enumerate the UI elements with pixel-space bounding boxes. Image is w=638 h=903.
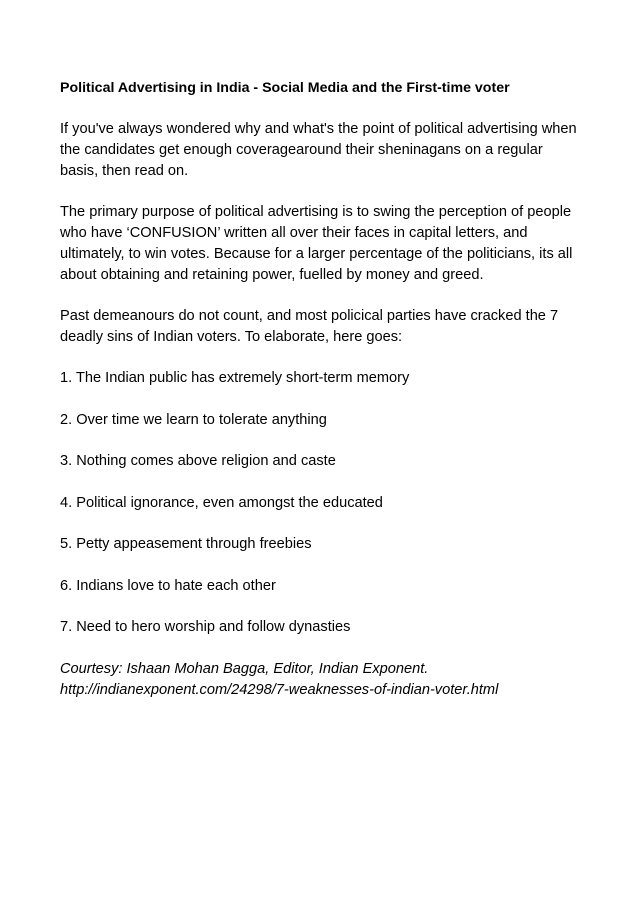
sins-list	[60, 368, 580, 638]
paragraph-intro: If you've always wondered why and what's the point of political advertising when the candidates get enough coveragearound their sheninagans on a regular basis, then read on.	[60, 121, 577, 179]
document-title: Political Advertising in India - Social Media and the First-time voter	[60, 80, 510, 96]
courtesy-block	[60, 659, 580, 701]
document-page	[60, 78, 580, 701]
list-item: 5. Petty appeasement through freebies	[60, 536, 312, 552]
courtesy-credit: Courtesy: Ishaan Mohan Bagga, Editor, Indian Exponent.	[60, 660, 429, 677]
paragraph-sins: Past demeanours do not count, and most policical parties have cracked the 7 deadly sins of Indian voters. To elaborate, here goes:	[60, 308, 559, 345]
list-item: 6. Indians love to hate each other	[60, 577, 276, 594]
paragraph-purpose: The primary purpose of political advertising is to swing the perception of people who have ‘CONFUSION’ written all over their faces in capital letters, and ultimately, to win votes. Because for a larger percentage of the politicians, its all about obtaining and retaining power, fuelled by money and greed.	[60, 204, 573, 283]
courtesy-url: http://indianexponent.com/24298/7-weaknesses-of-indian-voter.html	[60, 681, 499, 698]
list-item: 2. Over time we learn to tolerate anything	[60, 411, 327, 428]
list-item: 4. Political ignorance, even amongst the educated	[60, 494, 383, 511]
list-item: 3. Nothing comes above religion and caste	[60, 453, 336, 469]
list-item: 7. Need to hero worship and follow dynasties	[60, 619, 351, 635]
list-item: 1. The Indian public has extremely short-term memory	[60, 370, 410, 386]
